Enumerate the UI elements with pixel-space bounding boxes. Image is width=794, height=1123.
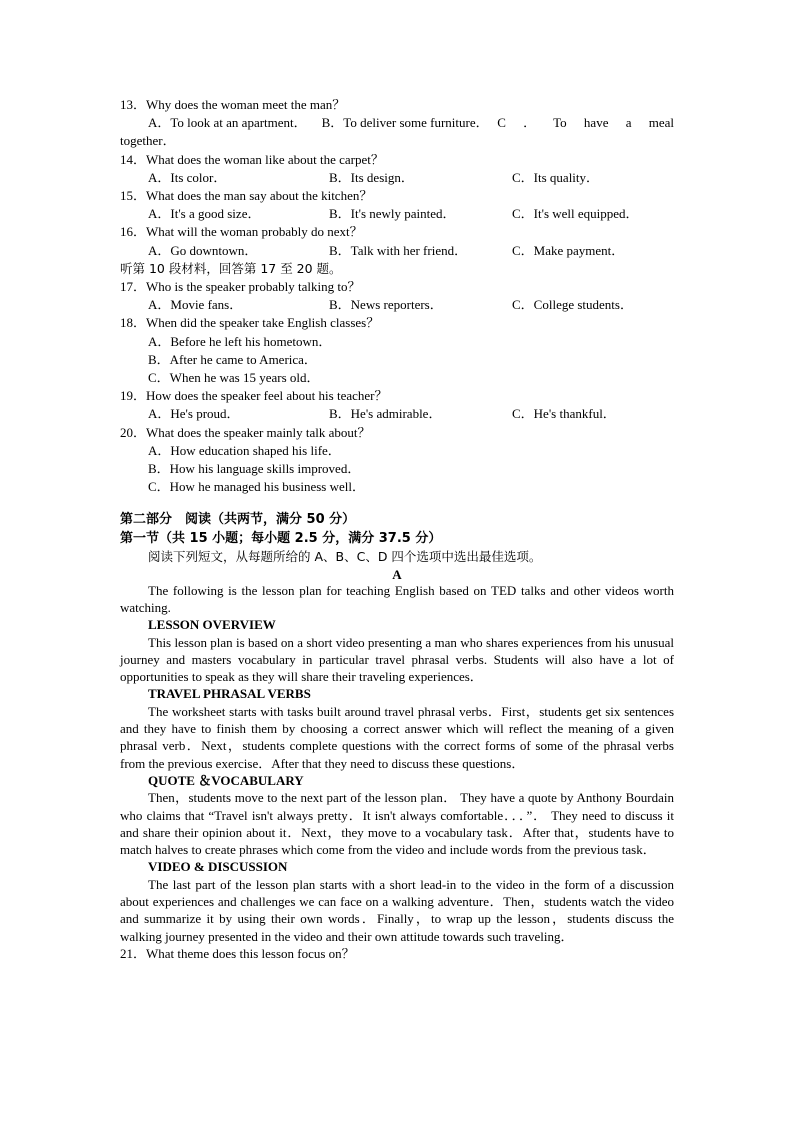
option-a: A．Its color． xyxy=(148,169,227,185)
question-19-options xyxy=(120,405,674,423)
exam-page xyxy=(120,96,674,963)
option-b: B．Its design． xyxy=(329,169,414,185)
option-c: C ． To have a meal xyxy=(497,115,674,131)
section-one-title: 第一节（共 15 小题；每小题 2.5 分，满分 37.5 分） xyxy=(120,531,442,547)
option-a: A．It's a good size． xyxy=(148,206,261,222)
option-c: C．Make payment． xyxy=(512,242,625,258)
option-b: B．How his language skills improved． xyxy=(148,461,361,477)
question-15-stem: 15．What does the man say about the kitchen？ xyxy=(120,188,373,204)
heading-video-discussion: VIDEO & DISCUSSION xyxy=(148,859,288,875)
option-c-continuation: together． xyxy=(120,133,176,149)
option-b: B．He's admirable． xyxy=(329,406,442,422)
question-18-stem: 18．When did the speaker take English classes？ xyxy=(120,315,380,331)
option-c: C．How he managed his business well． xyxy=(148,479,366,495)
option-a: A．Before he left his hometown． xyxy=(148,333,332,349)
section-gap xyxy=(120,496,674,510)
question-13-stem: 13．Why does the woman meet the man？ xyxy=(120,97,346,112)
heading-quote-vocabulary: QUOTE ＆VOCABULARY xyxy=(148,772,304,788)
question-19-stem: 19．How does the speaker feel about his teacher？ xyxy=(120,388,388,404)
option-a: A．Go downtown． xyxy=(148,242,258,258)
option-c: C．It's well equipped． xyxy=(512,206,639,222)
question-21-stem: 21．What theme does this lesson focus on？ xyxy=(120,945,355,961)
passage-intro: The following is the lesson plan for teaching English based on TED talks and other videos worth watching. xyxy=(120,582,674,615)
question-14-stem: 14．What does the woman like about the carpet？ xyxy=(120,151,384,167)
question-13-options xyxy=(120,114,674,132)
part-two-title: 第二部分 阅读（共两节，满分 50 分） xyxy=(120,512,356,528)
option-a: A．Movie fans． xyxy=(148,297,243,313)
question-16-options xyxy=(120,242,674,260)
option-b: B．After he came to America． xyxy=(148,351,317,367)
paragraph-quote-vocabulary: Then，students move to the next part of the lesson plan． They have a quote by Anthony Bourdain who claims that “Travel isn't always pretty．It isn't always comfortable．．．”． They need to discuss it and share their opinion about it．Next，they move to a vocabulary task．After that，students have to match halves to create phrases which come from the video and include words from the previous task． xyxy=(120,790,674,858)
question-17-stem: 17．Who is the speaker probably talking to？ xyxy=(120,279,361,295)
heading-lesson-overview: LESSON OVERVIEW xyxy=(148,617,276,633)
option-a: A．To look at an apartment． xyxy=(148,115,307,131)
option-b: B．News reporters． xyxy=(329,297,443,313)
listening-instruction: 听第 10 段材料，回答第 17 至 20 题。 xyxy=(120,260,342,276)
paragraph-video-discussion: The last part of the lesson plan starts with a short lead-in to the video in the form of a discussion about experiences and challenges we can face on a walking adventure．Then，students watch the video and summarize it by using their own words．Finally，to wrap up the lesson，students discuss the walking journey presented in the video and their own attitude towards such traveling． xyxy=(120,876,674,944)
question-20-stem: 20．What does the speaker mainly talk about？ xyxy=(120,424,371,440)
option-c: C．He's thankful． xyxy=(512,406,616,422)
option-a: A．How education shaped his life． xyxy=(148,442,341,458)
question-14-options xyxy=(120,169,674,187)
option-c: C．Its quality． xyxy=(512,169,600,185)
heading-travel-phrasal-verbs: TRAVEL PHRASAL VERBS xyxy=(148,686,311,702)
option-b: B．Talk with her friend． xyxy=(329,242,468,258)
paragraph-travel-phrasal-verbs: The worksheet starts with tasks built around travel phrasal verbs．First，students get six sentences and they have to finish them by choosing a correct answer which will reflect the meaning of a given phrasal verb．Next，students complete questions with the correct forms of some of the phrasal verbs from the previous exercise．After that they need to discuss these questions． xyxy=(120,703,674,771)
passage-letter: A xyxy=(392,566,402,582)
question-15-options xyxy=(120,205,674,223)
question-17-options xyxy=(120,296,674,314)
option-c: C．College students． xyxy=(512,297,633,313)
reading-instruction: 阅读下列短文，从每题所给的 A、B、C、D 四个选项中选出最佳选项。 xyxy=(148,549,542,565)
option-c: C．When he was 15 years old． xyxy=(148,370,320,386)
question-16-stem: 16．What will the woman probably do next？ xyxy=(120,224,363,240)
paragraph-lesson-overview: This lesson plan is based on a short video presenting a man who shares experiences from his unusual journey and masters vocabulary in particular travel phrasal verbs. Students will also have a lot of opportunities to speak as they will share their traveling experiences． xyxy=(120,634,674,685)
option-b: B．To deliver some furniture． xyxy=(321,115,489,131)
option-a: A．He's proud． xyxy=(148,406,240,422)
option-b: B．It's newly painted． xyxy=(329,206,456,222)
